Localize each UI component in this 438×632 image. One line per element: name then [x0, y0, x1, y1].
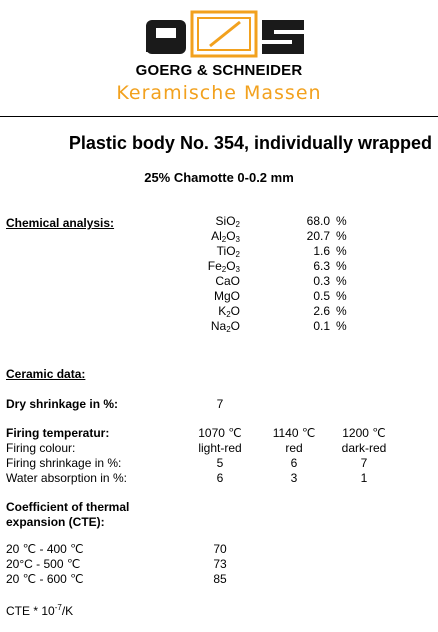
- firing-shrinkage-cell: 5: [216, 456, 224, 470]
- value-cell: 2.6: [313, 304, 330, 318]
- firing-temp-cell: 1070 ℃: [198, 426, 242, 440]
- formula-cell: $Al_2O_3$: [211, 229, 240, 244]
- unit-cell: %: [336, 304, 347, 318]
- firing-colour-cell: red: [285, 441, 303, 455]
- value-cell: 20.7: [306, 229, 330, 243]
- unit-cell: %: [336, 259, 347, 273]
- firing-shrinkage-cell: 6: [290, 456, 298, 470]
- formula-cell: TiO$_2$: [216, 244, 240, 259]
- formula-cell: $K_2O$: [218, 304, 240, 319]
- value-cell: 0.5: [313, 289, 330, 303]
- water-absorption-cell: 6: [216, 471, 224, 485]
- chemical-analysis-heading: Chemical analysis:: [6, 216, 115, 230]
- cte-range-cell: 20 ℃ - 600 ℃: [6, 572, 84, 586]
- page-subtitle: 25% Chamotte 0-0.2 mm: [144, 170, 294, 185]
- formula-cell: SiO$_2$: [215, 214, 240, 229]
- value-cell: 1.6: [313, 244, 330, 258]
- firing-temp-cell: 1200 ℃: [342, 426, 386, 440]
- unit-cell: %: [336, 274, 347, 288]
- firing-temperature-label: Firing temperatur:: [6, 426, 110, 440]
- unit-cell: %: [336, 289, 347, 303]
- formula-cell: CaO: [215, 274, 240, 288]
- firing-colour-label: Firing colour:: [6, 441, 76, 455]
- cte-value-cell: 70: [213, 542, 227, 556]
- firing-colour-cell: dark-red: [341, 441, 387, 455]
- formula-cell: $Fe_2O_3$: [207, 259, 240, 274]
- value-cell: 0.1: [313, 319, 330, 333]
- unit-cell: %: [336, 319, 347, 333]
- cte-unit-note: CTE * $10^{-7}/K$: [6, 603, 74, 618]
- ceramic-data-heading: Ceramic data:: [6, 367, 86, 381]
- firing-temp-cell: 1140 ℃: [272, 426, 316, 440]
- cte-heading: Coefficient of thermal expansion (CTE):: [6, 500, 130, 529]
- brand-subtitle: Keramische Massen: [116, 82, 322, 104]
- cte-range-cell: 20°C - 500 ℃: [6, 557, 81, 571]
- brand-name: GOERG & SCHNEIDER: [135, 62, 303, 79]
- firing-shrinkage-cell: 7: [360, 456, 368, 470]
- unit-cell: %: [336, 244, 347, 258]
- cte-range-cell: 20 ℃ - 400 ℃: [6, 542, 84, 556]
- value-cell: 68.0: [306, 214, 330, 228]
- header-divider: [0, 116, 438, 117]
- formula-cell: $Na_2O$: [210, 319, 240, 334]
- cte-value-cell: 73: [213, 557, 227, 571]
- value-cell: 0.3: [313, 274, 330, 288]
- dry-shrinkage-value: 7: [216, 397, 224, 411]
- firing-shrinkage-label: Firing shrinkage in %:: [6, 456, 122, 470]
- page-title: Plastic body No. 354, individually wrapped: [68, 133, 432, 153]
- value-cell: 6.3: [313, 259, 330, 273]
- unit-cell: %: [336, 214, 347, 228]
- water-absorption-cell: 3: [290, 471, 298, 485]
- formula-cell: MgO: [213, 289, 240, 303]
- water-absorption-label: Water absorption in %:: [6, 471, 127, 485]
- cte-value-cell: 85: [213, 572, 227, 586]
- dry-shrinkage-label: Dry shrinkage in %:: [6, 397, 119, 411]
- unit-cell: %: [336, 229, 347, 243]
- firing-colour-cell: light-red: [198, 441, 242, 455]
- water-absorption-cell: 1: [360, 471, 368, 485]
